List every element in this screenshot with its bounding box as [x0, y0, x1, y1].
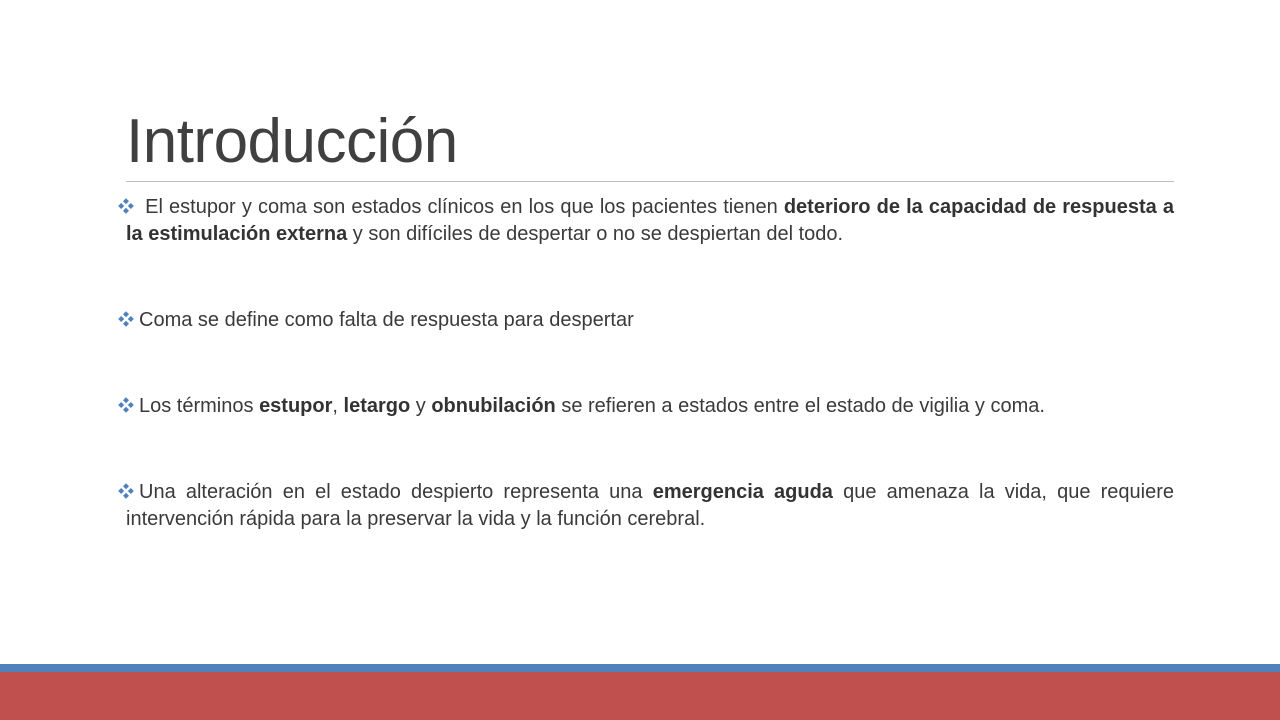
four-diamond-bullet-icon [118, 311, 134, 327]
slide-title: Introducción [126, 107, 458, 176]
bullet-text-bold: emergencia aguda [652, 481, 833, 503]
bullet-text-segment: se refieren a estados entre el estado de vigilia y coma. [555, 395, 1045, 417]
four-diamond-bullet-icon [118, 483, 134, 499]
bullet-text-segment: y [410, 395, 432, 417]
bullet-text [126, 196, 1174, 245]
four-diamond-bullet-icon [118, 198, 134, 214]
bullet-text-bold: letargo [343, 395, 411, 417]
footer-stripe-blue [0, 664, 1280, 672]
bullet-item [118, 393, 1174, 420]
bullet-list [118, 194, 1174, 533]
bullet-text-segment: El estupor y coma son estados clínicos en los que los pacientes tienen [139, 196, 784, 218]
four-diamond-bullet-icon [118, 397, 134, 413]
footer-band-red [0, 672, 1280, 720]
bullet-item [118, 307, 1174, 334]
bullet-text-bold: estupor [259, 395, 333, 417]
bullet-text-segment: y son difíciles de despertar o no se despiertan del todo. [347, 223, 844, 245]
bullet-text-segment: Coma se define como falta de respuesta para despertar [139, 309, 634, 331]
title-divider [126, 181, 1174, 182]
bullet-text-segment: Una alteración en el estado despierto representa una [139, 481, 653, 503]
bullet-text-segment: Los términos [139, 395, 260, 417]
bullet-text-segment: , [332, 395, 344, 417]
bullet-text [139, 395, 1045, 417]
bullet-text-bold: obnubilación [431, 395, 556, 417]
bullet-item [118, 194, 1174, 248]
bullet-text-segment: que amenaza la vida, que requiere intervención rápida para la preservar la vida y la función cerebral. [126, 481, 1175, 530]
bullet-text-bold: deterioro de la capacidad de respuesta a la estimulación externa [126, 196, 1175, 245]
bullet-item [118, 479, 1174, 533]
bullet-text [139, 309, 634, 331]
bullet-text [126, 481, 1174, 530]
